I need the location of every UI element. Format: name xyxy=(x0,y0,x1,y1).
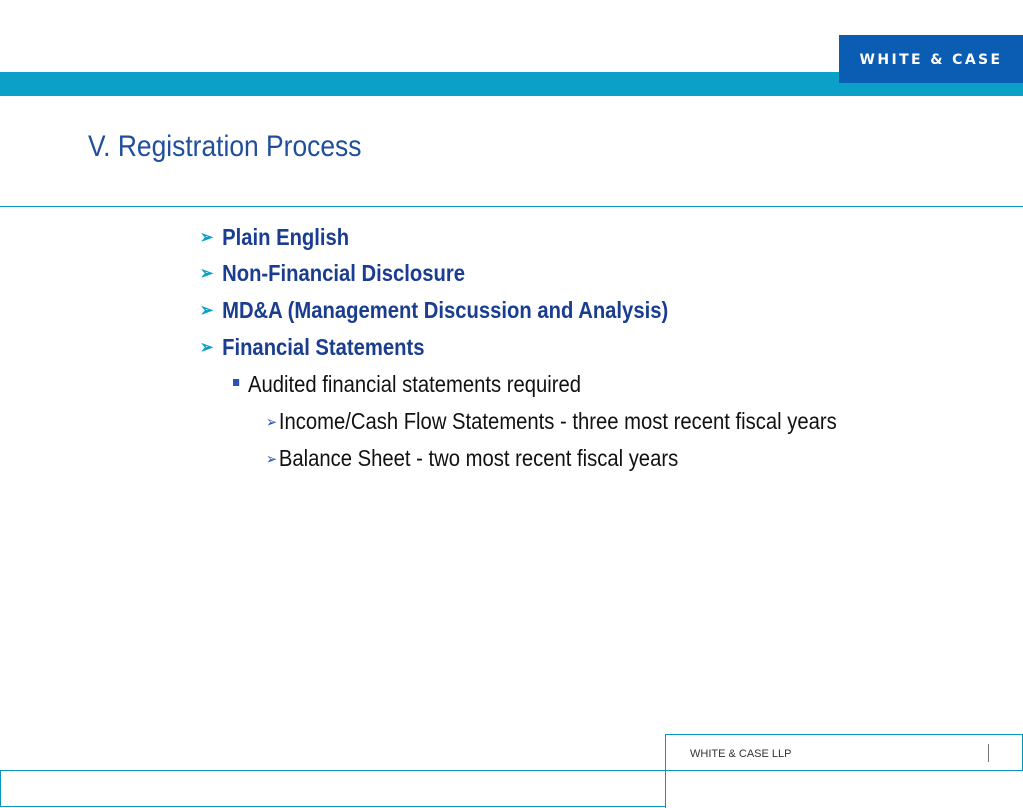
arrow-bullet-icon: ➢ xyxy=(200,300,214,320)
footer-border xyxy=(0,806,666,807)
arrow-bullet-icon: ➢ xyxy=(266,451,278,468)
sub-sub-bullet-balance: ➢Balance Sheet - two most recent fiscal years xyxy=(266,445,679,471)
logo-text: WHITE & CASE xyxy=(859,52,1003,68)
title-divider xyxy=(0,206,1023,207)
footer-border xyxy=(665,734,1023,735)
footer-border xyxy=(0,770,1,807)
arrow-bullet-icon: ➢ xyxy=(200,227,214,247)
footer-firm-name: WHITE & CASE LLP xyxy=(690,748,792,760)
firm-logo xyxy=(839,35,1023,83)
bullet-financial-statements: ➢ Financial Statements xyxy=(200,334,425,360)
sub-bullet-audited: Audited financial statements required xyxy=(233,371,581,398)
bullet-plain-english: ➢ Plain English xyxy=(200,224,350,250)
footer-border xyxy=(665,734,666,808)
slide-title: V. Registration Process xyxy=(88,130,362,163)
bullet-mdna: ➢ MD&A (Management Discussion and Analysis) xyxy=(200,297,669,323)
arrow-bullet-icon: ➢ xyxy=(200,263,214,283)
arrow-bullet-icon: ➢ xyxy=(266,414,278,431)
bullet-non-financial: ➢ Non-Financial Disclosure xyxy=(200,260,466,286)
square-bullet-icon xyxy=(233,379,239,386)
footer-divider xyxy=(988,744,989,762)
sub-sub-bullet-income: ➢Income/Cash Flow Statements - three most recent fiscal years xyxy=(266,408,837,434)
footer-border xyxy=(0,770,1023,771)
arrow-bullet-icon: ➢ xyxy=(200,337,214,357)
